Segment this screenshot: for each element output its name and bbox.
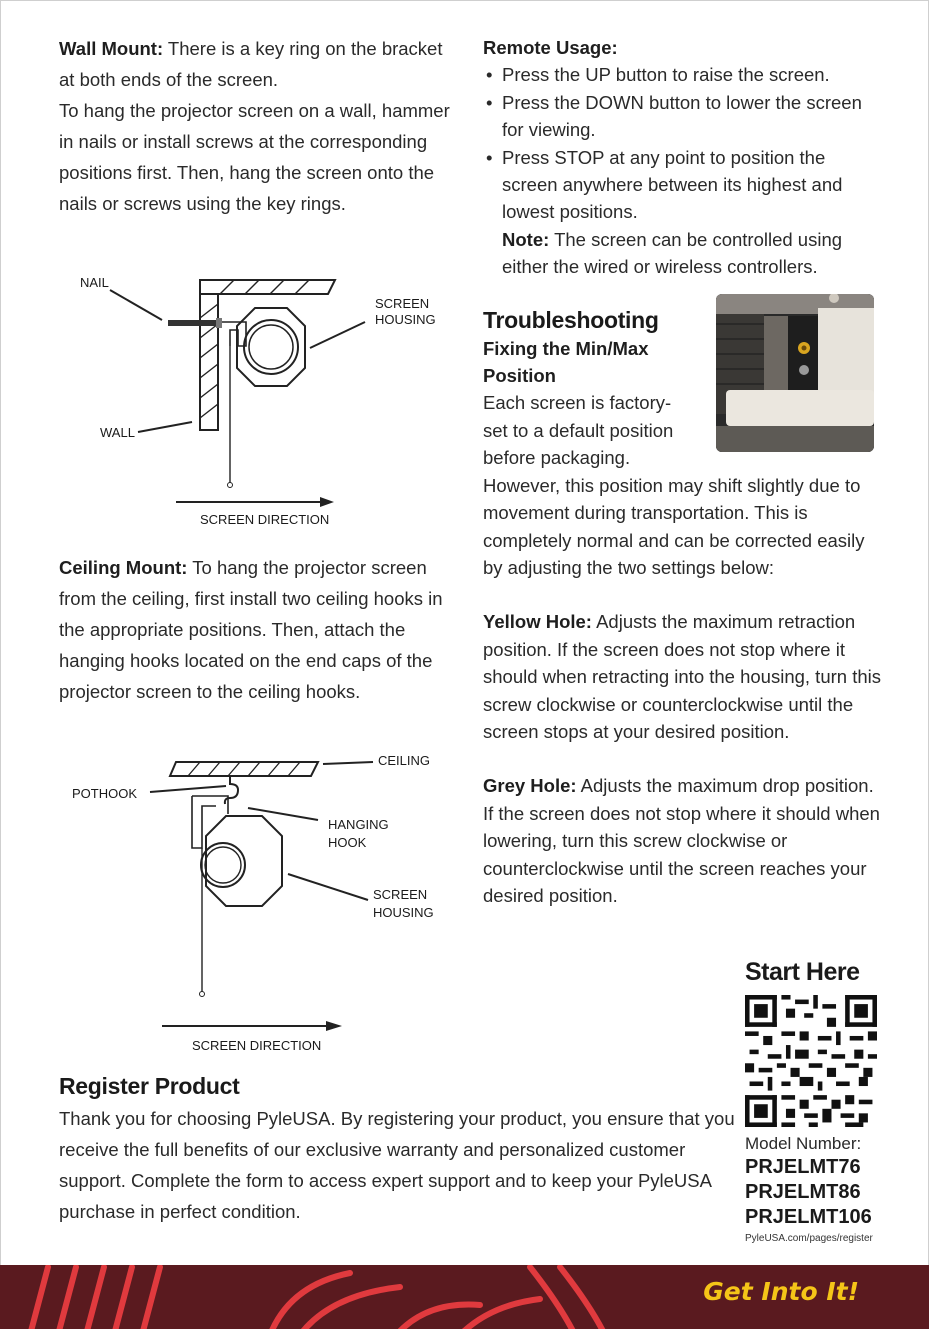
remote-note-label: Note: xyxy=(502,228,550,250)
grey-hole-label: Grey Hole: xyxy=(483,775,577,797)
hanging-hook-label-2: HOOK xyxy=(328,835,367,850)
ceiling-mount-text: To hang the projector screen from the ceiling, first install two ceiling hooks in the appropriate positions. Then, attach the hanging hooks located on the end caps of the projector screen to the ceiling hooks. xyxy=(59,557,443,702)
troubleshooting-intro-1: Each screen is factory- xyxy=(483,392,672,414)
wall-mount-paragraph xyxy=(59,33,454,95)
register-title: Register Product xyxy=(59,1073,240,1099)
grey-hole-text: Adjusts the maximum drop position. If the screen does not stop where it should when lowering, turn this screw clockwise or counterclockwise until the screen reaches your desired position. xyxy=(483,775,880,906)
pothook-label: POTHOOK xyxy=(72,786,138,801)
model-number-2: PRJELMT86 xyxy=(745,1181,861,1203)
model-number-3: PRJELMT106 xyxy=(745,1206,872,1228)
remote-note xyxy=(483,226,883,281)
troubleshooting-intro-4: However, this position may shift slightly due to movement during transportation. This is completely normal and can be corrected easily by adjusting the two settings below: xyxy=(483,474,865,578)
remote-usage-label-text: Remote Usage: xyxy=(483,37,618,58)
wall-screen-direction-label: SCREEN DIRECTION xyxy=(200,512,330,527)
wall-mount-label: Wall Mount: xyxy=(59,38,164,59)
ceiling-screen-housing-label-2: HOUSING xyxy=(373,905,434,920)
model-number-label: Model Number: xyxy=(745,1134,862,1153)
wall-screen-housing-label-2: HOUSING xyxy=(375,312,436,327)
ceiling-screen-direction-label: SCREEN DIRECTION xyxy=(192,1038,322,1053)
left-column xyxy=(59,33,454,219)
qr-block xyxy=(745,958,879,1244)
remote-usage-list xyxy=(483,61,883,225)
troubleshooting-intro-3: before packaging. xyxy=(483,447,631,469)
model-number-1: PRJELMT76 xyxy=(745,1156,861,1178)
footer-tagline: Get Into It! xyxy=(703,1277,859,1306)
list-item: • Press STOP at any point to position the screen anywhere between its highest and lowest positions. xyxy=(483,144,883,226)
ceiling-screen-housing-label-1: SCREEN xyxy=(373,887,428,902)
wall-screen-housing-label-1: SCREEN xyxy=(375,296,430,311)
wall-label: WALL xyxy=(100,425,135,440)
qr-code[interactable] xyxy=(745,995,877,1127)
yellow-hole-paragraph xyxy=(483,608,883,745)
troubleshooting-subtitle-1: Fixing the Min/Max xyxy=(483,337,649,359)
ceiling-mount-paragraph xyxy=(59,552,454,707)
right-column xyxy=(483,34,883,909)
register-section xyxy=(59,1071,739,1227)
remote-note-text: The screen can be controlled using either the wired or wireless controllers. xyxy=(502,228,843,278)
remote-usage-label xyxy=(483,34,883,61)
wall-mount-diagram xyxy=(70,268,450,530)
yellow-hole-label: Yellow Hole: xyxy=(483,611,592,633)
hanging-hook-label-1: HANGING xyxy=(328,817,389,832)
wall-mount-text-1: There is a key ring on the bracket at both ends of the screen. xyxy=(59,38,443,90)
register-url[interactable]: PyleUSA.com/pages/register xyxy=(745,1233,873,1244)
ceiling-mount-block xyxy=(59,552,454,707)
wall-mount-text-2: To hang the projector screen on a wall, hammer in nails or install screws at the corresponding positions first. Then, hang the screen onto the nails or screws using the key rings. xyxy=(59,100,450,214)
ceiling-mount-label: Ceiling Mount: xyxy=(59,557,188,578)
troubleshooting-subtitle-2: Position xyxy=(483,365,556,387)
ceiling-label: CEILING xyxy=(378,753,431,768)
list-item: • Press the UP button to raise the screen. xyxy=(483,61,883,88)
start-here-title: Start Here xyxy=(745,958,860,986)
list-item: • Press the DOWN button to lower the screen for viewing. xyxy=(483,89,883,144)
troubleshooting-title: Troubleshooting xyxy=(483,306,659,333)
register-text: Thank you for choosing PyleUSA. By registering your product, you ensure that you receive the full benefits of our exclusive warranty and personalized customer support. Complete the form to access expert support and to keep your PyleUSA purchase in perfect condition. xyxy=(59,1108,735,1222)
footer-band xyxy=(0,1265,929,1329)
screen-adjustment-photo xyxy=(716,294,874,452)
wall-nail-label: NAIL xyxy=(80,275,109,290)
ceiling-mount-diagram xyxy=(68,748,448,1056)
troubleshooting-intro-2: set to a default position xyxy=(483,419,674,441)
yellow-hole-text: Adjusts the maximum retraction position. If the screen does not stop where it should when retracting into the housing, turn this screw clockwise or counterclockwise until the screen stops at your desired position. xyxy=(483,611,881,742)
grey-hole-paragraph xyxy=(483,772,883,909)
